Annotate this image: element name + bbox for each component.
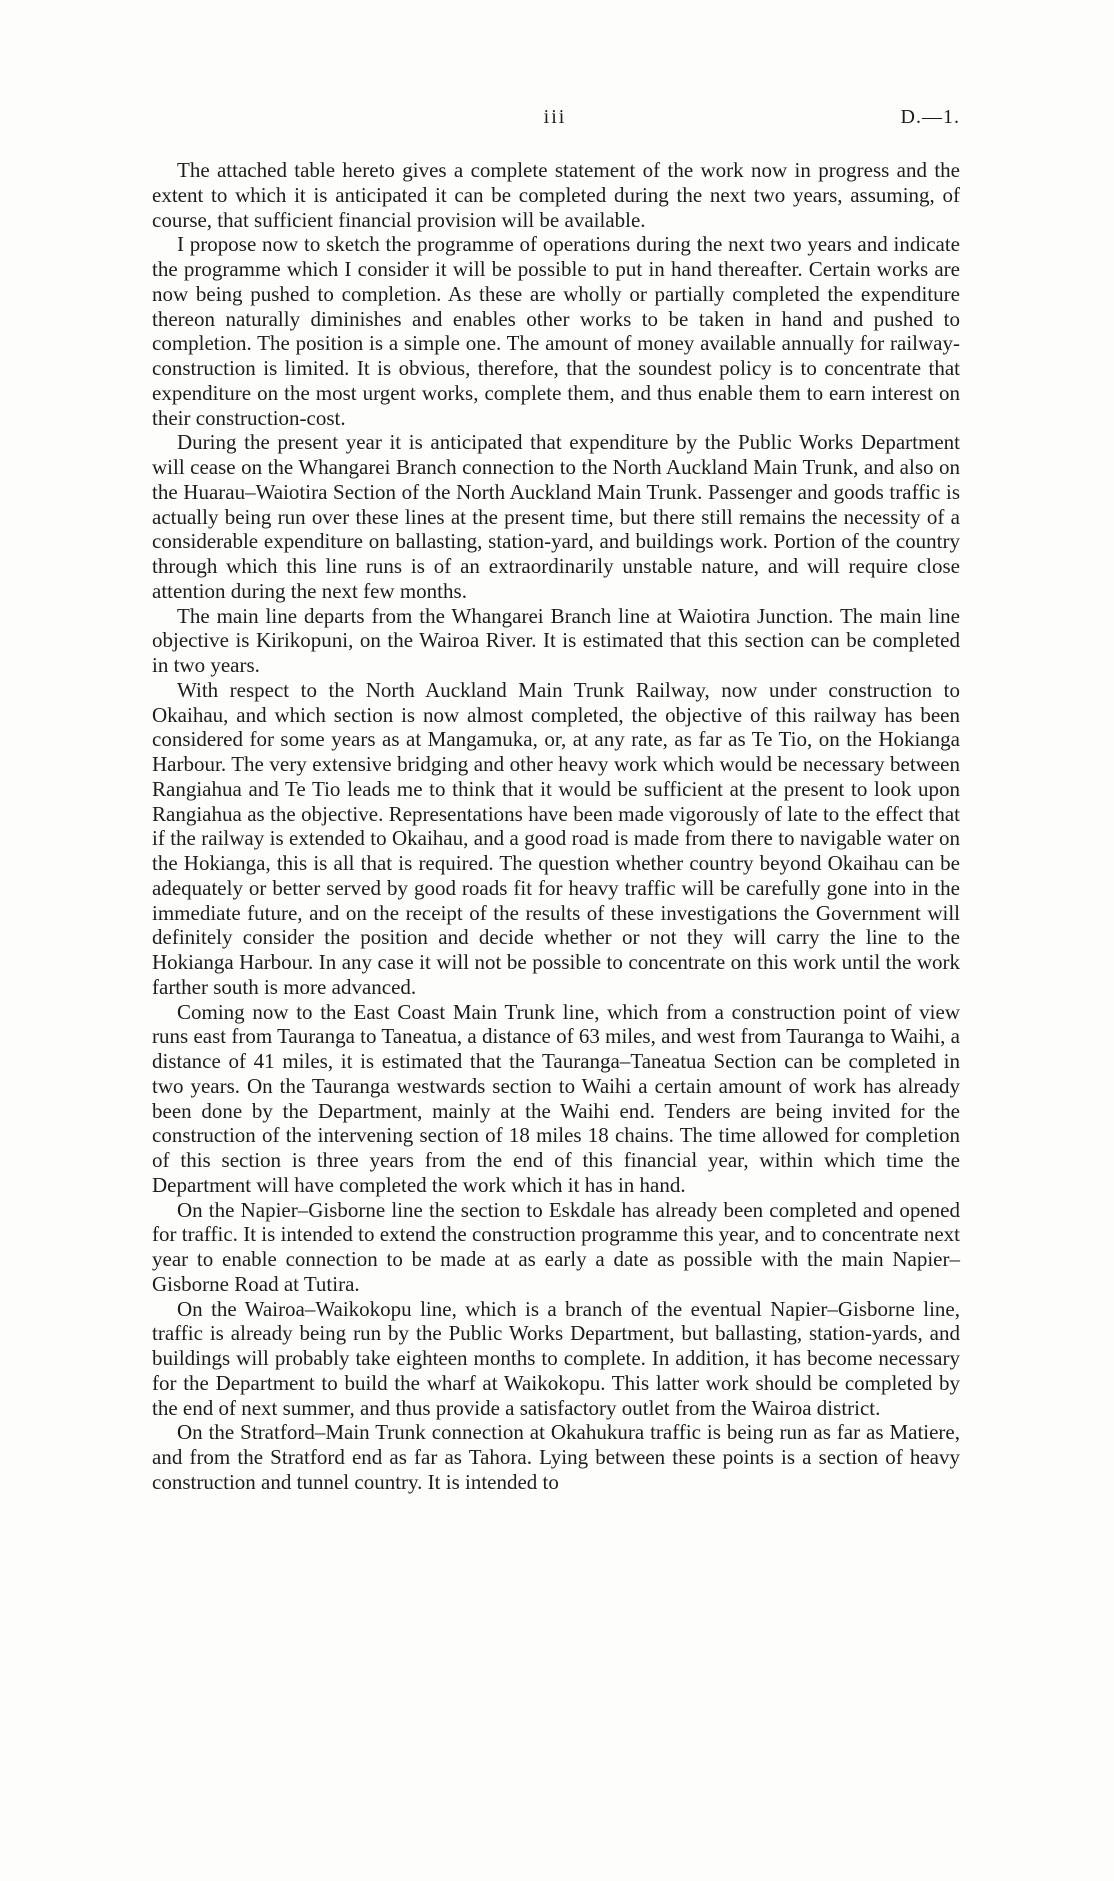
page-number: iii	[543, 106, 567, 128]
paragraph: With respect to the North Auckland Main Trunk Railway, now under construction to Okaihau, and which section is now almost completed, the objective of this railway has been considered for some years as at Mangamuka, or, at any rate, as far as Te Tio, on the Hokianga Harbour. The very extensive bridging and other heavy work which would be necessary between Rangiahua and Te Tio leads me to think that it would be sufficient at the present to look upon Rangiahua as the objective. Representations have been made vigorously of late to the effect that if the railway is extended to Okaihau, and a good road is made from there to navigable water on the Hokianga, this is all that is required. The question whether country beyond Okaihau can be adequately or better served by good roads fit for heavy traffic will be carefully gone into in the immediate future, and on the receipt of the results of these investigations the Government will definitely consider the position and decide whether or not they will carry the line to the Hokianga Harbour. In any case it will not be possible to concentrate on this work until the work farther south is more advanced.	[152, 677, 960, 999]
paragraph: During the present year it is anticipated that expenditure by the Public Works Department will cease on the Whangarei Branch connection to the North Auckland Main Trunk, and also on the Huarau–Waiotira Section of the North Auckland Main Trunk. Passenger and goods traffic is actually being run over these lines at the present time, but there still remains the necessity of a considerable expenditure on ballasting, station-yard, and buildings work. Portion of the country through which this line runs is of an extraordinarily unstable nature, and will require close attention during the next few months.	[152, 430, 960, 603]
paragraph: The main line departs from the Whangarei Branch line at Waiotira Junction. The main line objective is Kirikopuni, on the Wairoa River. It is estimated that this section can be completed in two years.	[152, 603, 960, 677]
document-reference: D.—1.	[900, 106, 960, 128]
page-header	[150, 106, 960, 136]
body-text	[152, 158, 960, 1495]
paragraph: The attached table hereto gives a complete statement of the work now in progress and the extent to which it is anticipated it can be completed during the next two years, assuming, of course, that sufficient financial provision will be available.	[152, 158, 960, 232]
paragraph: On the Napier–Gisborne line the section to Eskdale has already been completed and opened for traffic. It is intended to extend the construction programme this year, and to concentrate next year to enable connection to be made at as early a date as possible with the main Napier–Gisborne Road at Tutira.	[152, 1197, 960, 1296]
paragraph: On the Wairoa–Waikokopu line, which is a branch of the eventual Napier–Gisborne line, traffic is already being run by the Public Works Department, but ballasting, station-yards, and buildings will probably take eighteen months to complete. In addition, it has become necessary for the Department to build the wharf at Waikokopu. This latter work should be completed by the end of next summer, and thus provide a satisfactory outlet from the Wairoa district.	[152, 1296, 960, 1420]
paragraph: I propose now to sketch the programme of operations during the next two years and indicate the programme which I consider it will be possible to put in hand thereafter. Certain works are now being pushed to completion. As these are wholly or partially completed the expenditure thereon naturally diminishes and enables other works to be taken in hand and pushed to completion. The position is a simple one. The amount of money available annually for railway-construction is limited. It is obvious, therefore, that the soundest policy is to concentrate that expenditure on the most urgent works, complete them, and thus enable them to earn interest on their construction-cost.	[152, 232, 960, 430]
paragraph: On the Stratford–Main Trunk connection at Okahukura traffic is being run as far as Matiere, and from the Stratford end as far as Tahora. Lying between these points is a section of heavy construction and tunnel country. It is intended to	[152, 1420, 960, 1494]
paragraph: Coming now to the East Coast Main Trunk line, which from a construction point of view runs east from Tauranga to Taneatua, a distance of 63 miles, and west from Tauranga to Waihi, a distance of 41 miles, it is estimated that the Tauranga–Taneatua Section can be completed in two years. On the Tauranga westwards section to Waihi a certain amount of work has already been done by the Department, mainly at the Waihi end. Tenders are being invited for the construction of the intervening section of 18 miles 18 chains. The time allowed for completion of this section is three years from the end of this financial year, within which time the Department will have completed the work which it has in hand.	[152, 999, 960, 1197]
